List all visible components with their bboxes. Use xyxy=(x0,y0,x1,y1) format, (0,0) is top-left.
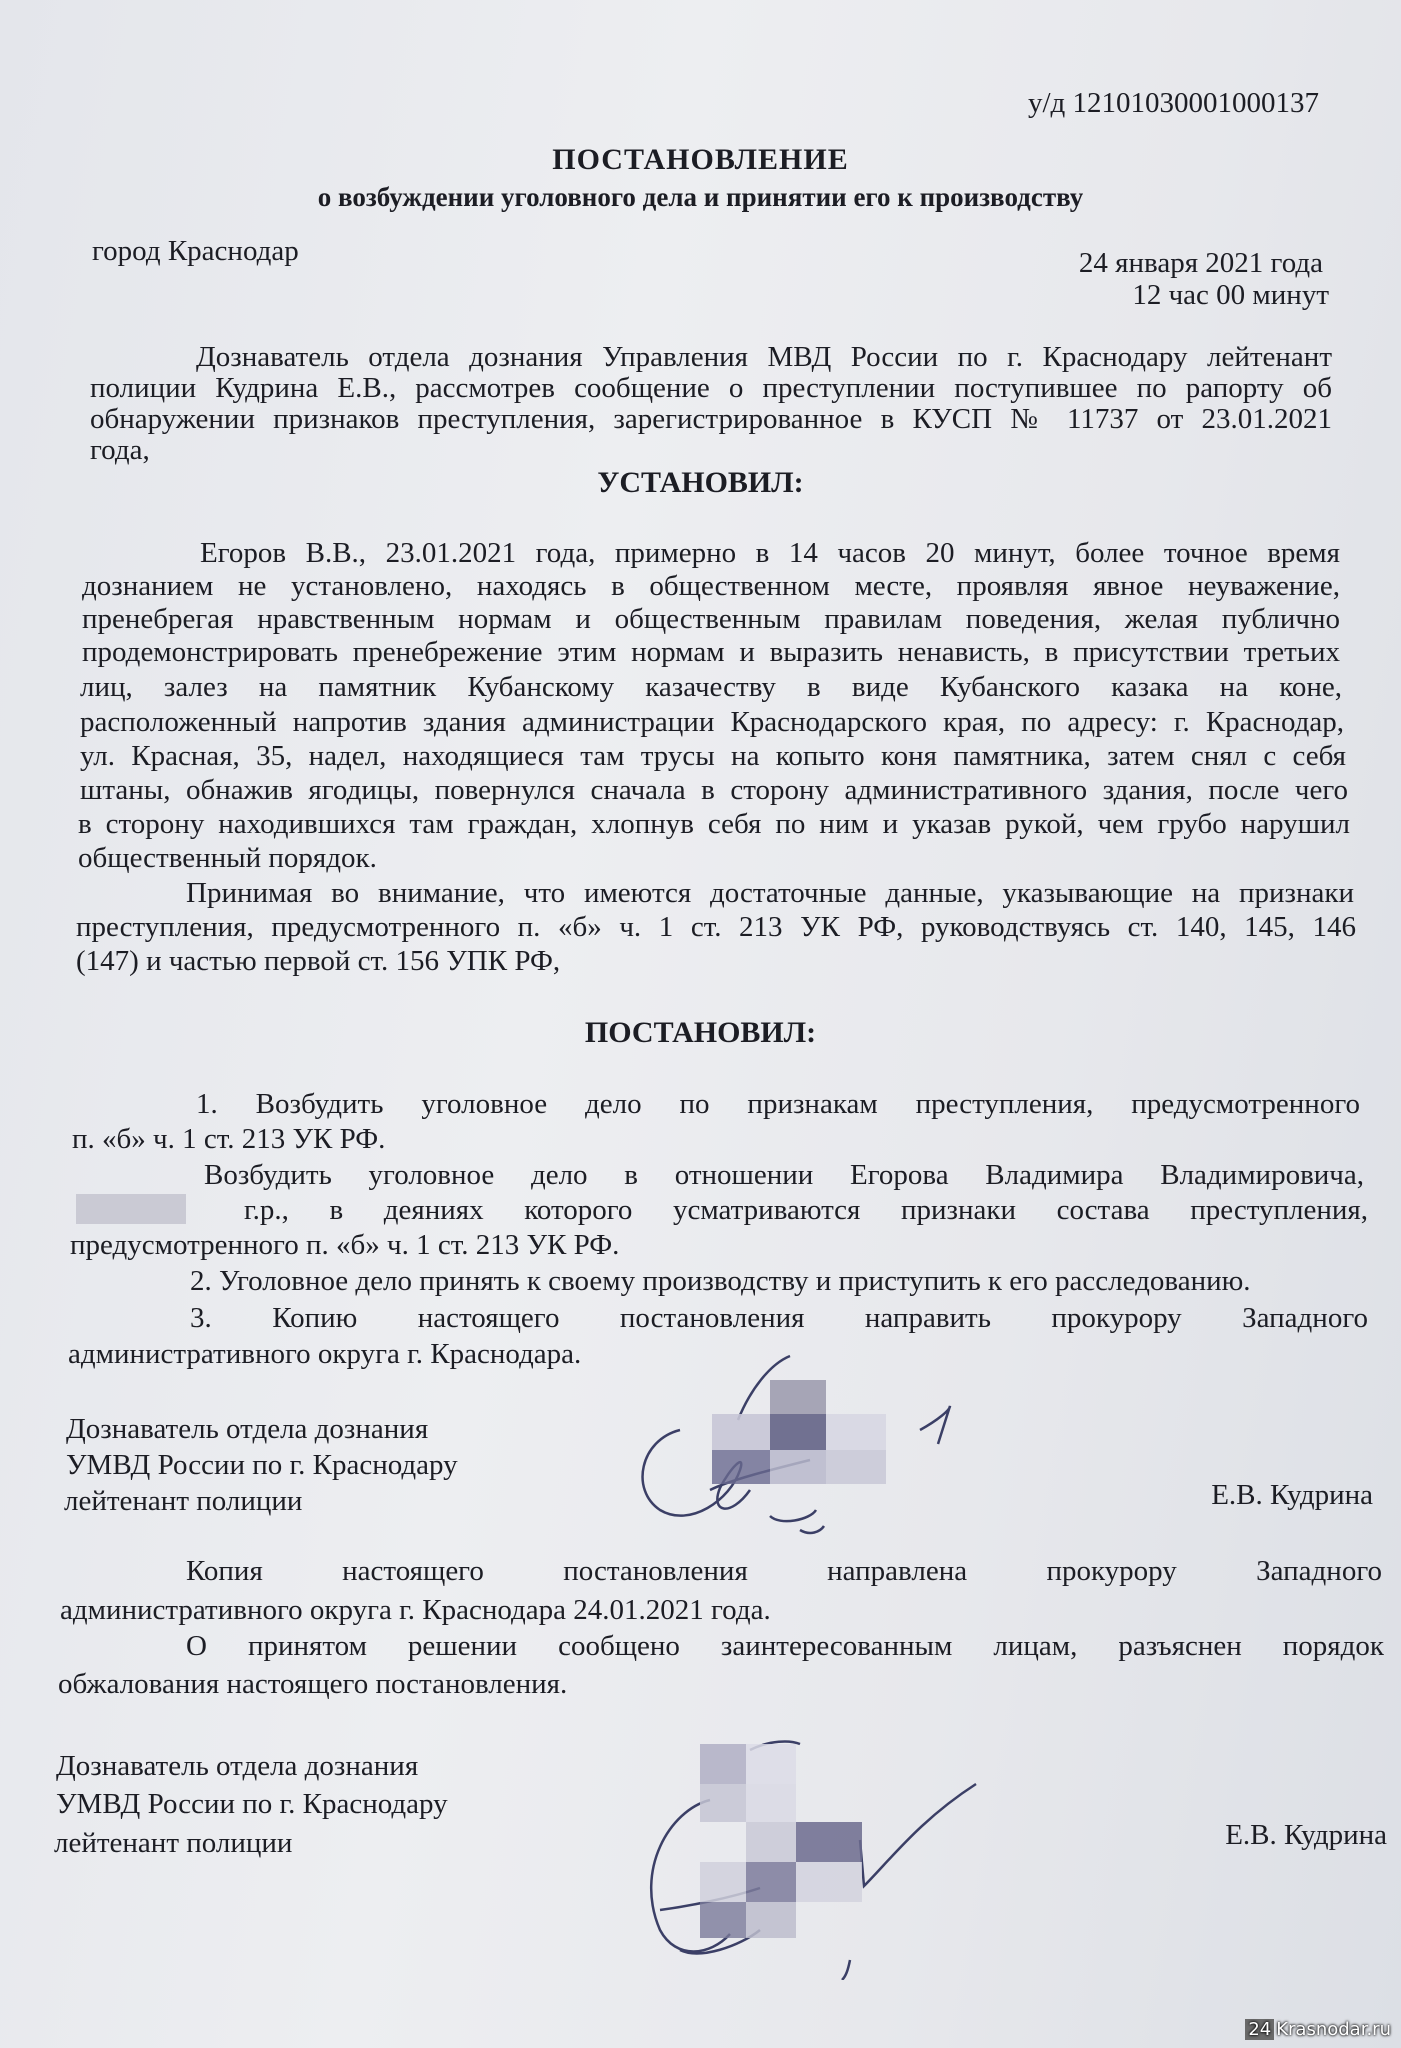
signer-position-1c: лейтенант полиции xyxy=(64,1485,303,1517)
blur-tile xyxy=(796,1862,862,1902)
blur-tile xyxy=(700,1784,746,1822)
blur-tile xyxy=(712,1450,770,1484)
blur-tile xyxy=(712,1414,770,1450)
resolved-line-2: п. «б» ч. 1 ст. 213 УК РФ. xyxy=(72,1123,386,1155)
blur-tile xyxy=(826,1450,886,1484)
established-line-9: в сторону находившихся там граждан, хлопнув себя по ним и указав рукой, чем грубо нарушил xyxy=(78,808,1350,840)
copy-line-2: административного округа г. Краснодара 24.01.2021 года. xyxy=(60,1594,771,1626)
blur-tile xyxy=(796,1822,862,1862)
blur-tile xyxy=(746,1822,796,1862)
blur-tile xyxy=(746,1902,796,1938)
blur-tile xyxy=(770,1414,826,1450)
signer-position-2c: лейтенант полиции xyxy=(54,1827,293,1859)
considering-line-2: преступления, предусмотренного п. «б» ч. 1 ст. 213 УК РФ, руководствуясь ст. 140, 145, 146 xyxy=(76,911,1356,943)
intro-line-2: полиции Кудрина Е.В., рассмотрев сообщение о преступлении поступившее по рапорту об xyxy=(90,372,1332,404)
considering-line-1: Принимая во внимание, что имеются достаточные данные, указывающие на признаки xyxy=(186,877,1354,909)
intro-line-3: обнаружении признаков преступления, зарегистрированное в КУСП № 11737 от 23.01.2021 xyxy=(90,403,1332,435)
resolved-line-6: 2. Уголовное дело принять к своему производству и приступить к его расследованию. xyxy=(190,1265,1251,1297)
resolved-line-5: предусмотренного п. «б» ч. 1 ст. 213 УК РФ. xyxy=(70,1229,620,1261)
copy-line-3: О принятом решении сообщено заинтересованным лицам, разъяснен порядок xyxy=(186,1630,1384,1662)
document-date: 24 января 2021 года xyxy=(1078,247,1323,279)
site-watermark xyxy=(1245,2019,1391,2040)
document-subtitle: о возбуждении уголовного дела и принятии его к производству xyxy=(317,182,1084,212)
blur-tile xyxy=(746,1744,796,1784)
document-time: 12 час 00 минут xyxy=(1132,279,1329,311)
established-line-7: ул. Красная, 35, надел, находящиеся там трусы на копыто коня памятника, затем снял с себя xyxy=(80,740,1346,772)
established-line-5: лиц, залез на памятник Кубанскому казачеству в виде Кубанского казака на коне, xyxy=(80,671,1342,703)
established-line-10: общественный порядок. xyxy=(78,842,377,874)
copy-line-1: Копия настоящего постановления направлена прокурору Западного xyxy=(186,1555,1382,1587)
established-line-3: пренебрегая нравственным нормам и общественным правилам поведения, желая публично xyxy=(82,603,1340,635)
signer-name-2: Е.В. Кудрина xyxy=(1225,1819,1387,1851)
blur-tile xyxy=(826,1414,886,1450)
intro-line-1: Дознаватель отдела дознания Управления МВД России по г. Краснодару лейтенант xyxy=(196,341,1332,373)
signer-position-2a: Дознаватель отдела дознания xyxy=(56,1750,419,1782)
blur-tile xyxy=(700,1744,746,1784)
resolved-line-4: г.р., в деяниях которого усматриваются признаки состава преступления, xyxy=(244,1194,1368,1226)
established-line-2: дознанием не установлено, находясь в общественном месте, проявляя явное неуважение, xyxy=(82,570,1340,602)
watermark-text: Krasnodar.ru xyxy=(1276,2019,1391,2040)
resolved-line-7: 3. Копию настоящего постановления направить прокурору Западного xyxy=(190,1302,1368,1334)
considering-line-3: (147) и частью первой ст. 156 УПК РФ, xyxy=(76,945,561,977)
resolved-line-3: Возбудить уголовное дело в отношении Егорова Владимира Владимировича, xyxy=(204,1159,1364,1191)
blur-tile xyxy=(770,1380,826,1414)
heading-established: УСТАНОВИЛ: xyxy=(597,466,804,499)
intro-line-4: года, xyxy=(90,434,150,466)
case-number: у/д 12101030001000137 xyxy=(1027,87,1319,119)
established-line-6: расположенный напротив здания администрации Краснодарского края, по адресу: г. Краснодар, xyxy=(80,706,1344,738)
resolved-line-1: 1. Возбудить уголовное дело по признакам преступления, предусмотренного xyxy=(196,1088,1360,1120)
established-line-8: штаны, обнажив ягодицы, повернулся сначала в сторону административного здания, после чего xyxy=(80,774,1348,806)
document-title: ПОСТАНОВЛЕНИЕ xyxy=(552,143,849,176)
signer-position-1b: УМВД России по г. Краснодару xyxy=(66,1449,458,1481)
established-line-1: Егоров В.В., 23.01.2021 года, примерно в 14 часов 20 минут, более точное время xyxy=(200,537,1340,569)
blur-tile xyxy=(746,1862,796,1902)
copy-line-4: обжалования настоящего постановления. xyxy=(58,1668,568,1700)
signer-position-2b: УМВД России по г. Краснодару xyxy=(56,1788,448,1820)
established-line-4: продемонстрировать пренебрежение этим нормам и выразить ненависть, в присутствии третьих xyxy=(82,636,1340,668)
blur-tile xyxy=(770,1450,826,1484)
blur-tile xyxy=(700,1902,746,1938)
signer-position-1a: Дознаватель отдела дознания xyxy=(66,1413,429,1445)
watermark-badge: 24 xyxy=(1245,2019,1274,2040)
redacted-birth-year xyxy=(76,1194,186,1224)
blur-tile xyxy=(700,1862,746,1902)
resolved-line-8: административного округа г. Краснодара. xyxy=(68,1338,582,1370)
city: город Краснодар xyxy=(92,235,299,267)
heading-resolved: ПОСТАНОВИЛ: xyxy=(584,1016,817,1049)
signer-name-1: Е.В. Кудрина xyxy=(1211,1479,1373,1511)
blur-tile xyxy=(746,1784,796,1822)
